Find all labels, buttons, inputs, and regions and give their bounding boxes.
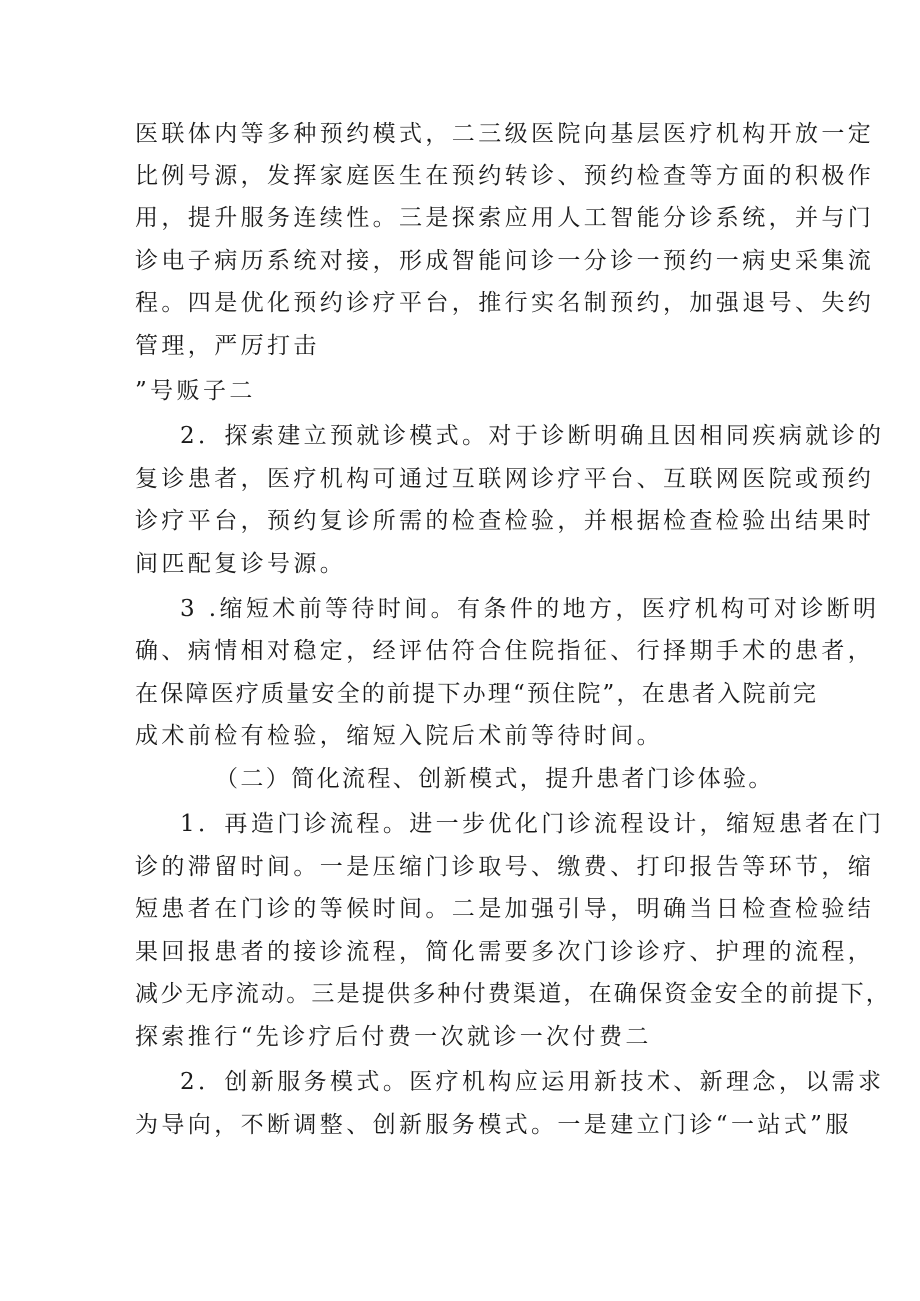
text-line: 诊疗平台，预约复诊所需的检查检验，并根据检查检验出结果时	[135, 508, 875, 534]
text-line: 确、病情相对稳定，经评估符合住院指征、行择期手术的患者，	[135, 638, 875, 664]
text-line: 减少无序流动。三是提供多种付费渠道，在确保资金安全的前提下，	[135, 981, 891, 1007]
text-line: 为导向，不断调整、创新服务模式。一是建立门诊“一站式”服	[135, 1112, 852, 1138]
text-line: 医联体内等多种预约模式，二三级医院向基层医疗机构开放一定	[135, 121, 875, 147]
text-line: 诊的滞留时间。一是压缩门诊取号、缴费、打印报告等环节，缩	[135, 854, 875, 880]
text-line: 在保障医疗质量安全的前提下办理“预住院”，在患者入院前完	[135, 681, 819, 707]
text-line: 探索推行“先诊疗后付费一次就诊一次付费二	[135, 1024, 652, 1050]
text-line: 比例号源，发挥家庭医生在预约转诊、预约检查等方面的积极作	[135, 163, 875, 189]
section-heading: （二）简化流程、创新模式，提升患者门诊体验。	[215, 766, 774, 792]
text-line: 程。四是优化预约诊疗平台，推行实名制预约，加强退号、失约	[135, 290, 875, 316]
paragraph-first-line: 2．探索建立预就诊模式。对于诊断明确且因相同疾病就诊的	[180, 423, 885, 449]
text-line: 诊电子病历系统对接，形成智能问诊一分诊一预约一病史采集流	[135, 248, 875, 274]
text-line: ”号贩子二	[135, 378, 256, 404]
text-line: 间匹配复诊号源。	[135, 551, 347, 577]
paragraph-first-line: 2．创新服务模式。医疗机构应运用新技术、新理念，以需求	[180, 1069, 885, 1095]
text-line: 用，提升服务连续性。三是探索应用人工智能分诊系统，并与门	[135, 205, 875, 231]
paragraph-first-line: 3 .缩短术前等待时间。有条件的地方，医疗机构可对诊断明	[180, 596, 880, 622]
text-line: 短患者在门诊的等候时间。二是加强引导，明确当日检查检验结	[135, 896, 875, 922]
text-line: 复诊患者，医疗机构可通过互联网诊疗平台、互联网医院或预约	[135, 466, 875, 492]
paragraph-first-line: 1．再造门诊流程。进一步优化门诊流程设计，缩短患者在门	[180, 811, 885, 837]
text-line: 果回报患者的接诊流程，简化需要多次门诊诊疗、护理的流程，	[135, 939, 875, 965]
text-line: 成术前检有检验，缩短入院后术前等待时间。	[135, 723, 663, 749]
text-line: 管理，严厉打击	[135, 333, 320, 359]
